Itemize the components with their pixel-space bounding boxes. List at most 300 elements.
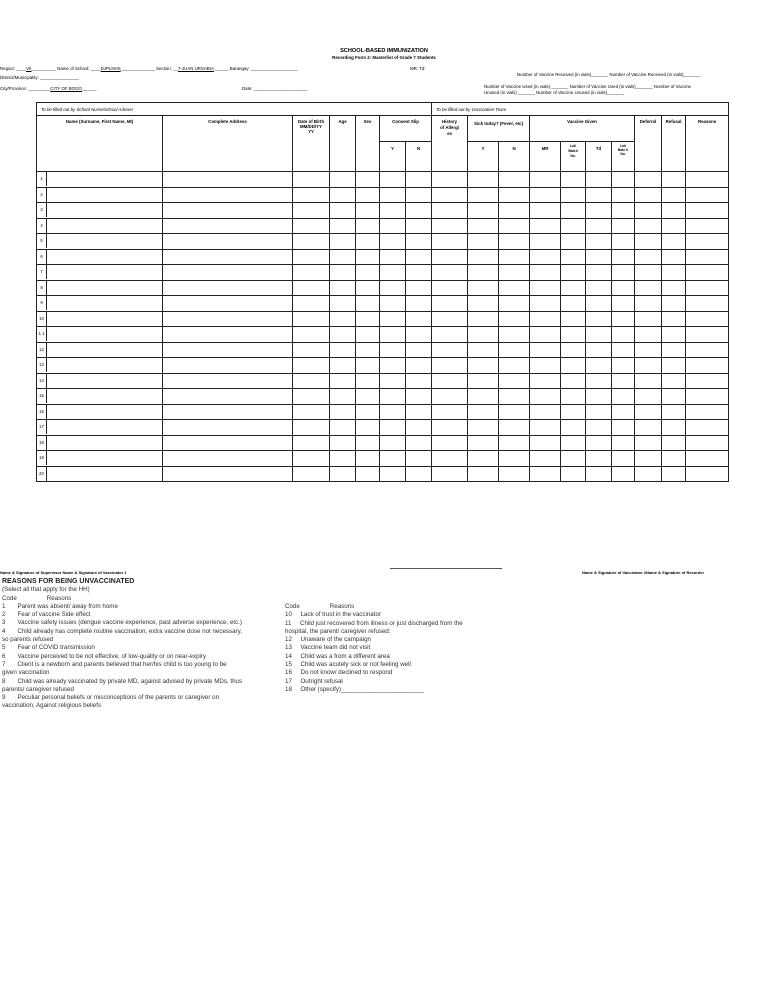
table-cell[interactable] — [586, 296, 612, 312]
table-cell[interactable] — [499, 342, 530, 358]
table-cell[interactable] — [662, 327, 686, 343]
table-cell[interactable] — [499, 311, 530, 327]
table-cell[interactable] — [356, 187, 380, 203]
table-cell[interactable] — [530, 342, 561, 358]
table-cell[interactable] — [330, 451, 356, 467]
table-cell[interactable] — [432, 296, 468, 312]
table-cell[interactable] — [530, 404, 561, 420]
table-cell[interactable] — [406, 373, 432, 389]
table-cell[interactable] — [561, 172, 586, 188]
table-cell[interactable] — [586, 172, 612, 188]
table-cell[interactable] — [163, 218, 293, 234]
table-cell[interactable] — [380, 466, 406, 482]
table-cell[interactable] — [293, 249, 330, 265]
table-cell[interactable] — [380, 234, 406, 250]
table-cell[interactable] — [356, 249, 380, 265]
table-cell[interactable] — [406, 296, 432, 312]
table-cell[interactable] — [530, 265, 561, 281]
table-cell[interactable] — [530, 373, 561, 389]
table-cell[interactable] — [561, 451, 586, 467]
cell-name[interactable] — [37, 327, 163, 343]
table-cell[interactable] — [293, 327, 330, 343]
table-cell[interactable] — [163, 172, 293, 188]
table-cell[interactable] — [635, 187, 662, 203]
table-cell[interactable] — [330, 342, 356, 358]
table-cell[interactable] — [586, 327, 612, 343]
table-cell[interactable] — [635, 389, 662, 405]
table-cell[interactable] — [468, 373, 499, 389]
table-cell[interactable] — [330, 265, 356, 281]
table-cell[interactable] — [432, 249, 468, 265]
table-cell[interactable] — [686, 187, 729, 203]
table-cell[interactable] — [499, 280, 530, 296]
table-cell[interactable] — [635, 280, 662, 296]
table-cell[interactable] — [163, 342, 293, 358]
table-cell[interactable] — [163, 265, 293, 281]
table-cell[interactable] — [561, 234, 586, 250]
table-cell[interactable] — [432, 466, 468, 482]
table-cell[interactable] — [499, 373, 530, 389]
table-cell[interactable] — [432, 203, 468, 219]
table-cell[interactable] — [406, 342, 432, 358]
table-cell[interactable] — [635, 296, 662, 312]
table-cell[interactable] — [468, 234, 499, 250]
table-cell[interactable] — [356, 420, 380, 436]
table-cell[interactable] — [561, 435, 586, 451]
table-cell[interactable] — [163, 389, 293, 405]
table-cell[interactable] — [499, 203, 530, 219]
table-cell[interactable] — [586, 311, 612, 327]
table-cell[interactable] — [330, 389, 356, 405]
table-cell[interactable] — [380, 404, 406, 420]
table-cell[interactable] — [635, 311, 662, 327]
table-cell[interactable] — [530, 172, 561, 188]
table-cell[interactable] — [356, 172, 380, 188]
table-cell[interactable] — [612, 373, 635, 389]
table-cell[interactable] — [356, 451, 380, 467]
table-cell[interactable] — [380, 451, 406, 467]
table-cell[interactable] — [163, 451, 293, 467]
table-cell[interactable] — [530, 358, 561, 374]
table-cell[interactable] — [356, 373, 380, 389]
table-cell[interactable] — [686, 296, 729, 312]
table-cell[interactable] — [635, 234, 662, 250]
table-cell[interactable] — [293, 404, 330, 420]
table-cell[interactable] — [499, 249, 530, 265]
table-cell[interactable] — [406, 172, 432, 188]
table-cell[interactable] — [330, 187, 356, 203]
table-cell[interactable] — [432, 311, 468, 327]
table-cell[interactable] — [561, 187, 586, 203]
table-cell[interactable] — [330, 404, 356, 420]
table-cell[interactable] — [330, 249, 356, 265]
table-cell[interactable] — [468, 172, 499, 188]
table-cell[interactable] — [380, 435, 406, 451]
table-cell[interactable] — [432, 404, 468, 420]
table-cell[interactable] — [499, 451, 530, 467]
cell-name[interactable] — [37, 265, 163, 281]
table-cell[interactable] — [635, 420, 662, 436]
table-cell[interactable] — [612, 404, 635, 420]
table-cell[interactable] — [530, 451, 561, 467]
table-cell[interactable] — [163, 327, 293, 343]
table-cell[interactable] — [380, 311, 406, 327]
table-cell[interactable] — [530, 234, 561, 250]
table-cell[interactable] — [380, 389, 406, 405]
table-cell[interactable] — [468, 420, 499, 436]
table-cell[interactable] — [662, 249, 686, 265]
table-cell[interactable] — [356, 389, 380, 405]
table-cell[interactable] — [293, 311, 330, 327]
table-cell[interactable] — [468, 451, 499, 467]
table-cell[interactable] — [356, 342, 380, 358]
table-cell[interactable] — [530, 203, 561, 219]
table-cell[interactable] — [499, 296, 530, 312]
table-cell[interactable] — [432, 451, 468, 467]
table-cell[interactable] — [356, 234, 380, 250]
table-cell[interactable] — [356, 435, 380, 451]
table-cell[interactable] — [468, 342, 499, 358]
table-cell[interactable] — [356, 203, 380, 219]
table-cell[interactable] — [635, 451, 662, 467]
table-cell[interactable] — [330, 327, 356, 343]
table-cell[interactable] — [380, 342, 406, 358]
table-cell[interactable] — [406, 249, 432, 265]
table-cell[interactable] — [686, 234, 729, 250]
table-cell[interactable] — [432, 218, 468, 234]
table-cell[interactable] — [686, 172, 729, 188]
table-cell[interactable] — [635, 218, 662, 234]
cell-name[interactable] — [37, 451, 163, 467]
table-cell[interactable] — [293, 280, 330, 296]
table-cell[interactable] — [586, 451, 612, 467]
table-cell[interactable] — [380, 172, 406, 188]
table-cell[interactable] — [356, 327, 380, 343]
table-cell[interactable] — [612, 311, 635, 327]
table-cell[interactable] — [293, 451, 330, 467]
table-cell[interactable] — [561, 420, 586, 436]
table-cell[interactable] — [330, 435, 356, 451]
table-cell[interactable] — [662, 187, 686, 203]
table-cell[interactable] — [406, 451, 432, 467]
table-cell[interactable] — [561, 203, 586, 219]
table-cell[interactable] — [561, 404, 586, 420]
table-cell[interactable] — [293, 234, 330, 250]
table-cell[interactable] — [330, 420, 356, 436]
table-cell[interactable] — [468, 311, 499, 327]
table-cell[interactable] — [499, 327, 530, 343]
table-cell[interactable] — [586, 420, 612, 436]
table-cell[interactable] — [686, 311, 729, 327]
table-cell[interactable] — [561, 249, 586, 265]
cell-name[interactable] — [37, 172, 163, 188]
table-cell[interactable] — [612, 358, 635, 374]
table-cell[interactable] — [561, 389, 586, 405]
table-cell[interactable] — [468, 466, 499, 482]
table-cell[interactable] — [561, 327, 586, 343]
table-cell[interactable] — [530, 280, 561, 296]
table-cell[interactable] — [293, 420, 330, 436]
table-cell[interactable] — [432, 172, 468, 188]
table-cell[interactable] — [293, 218, 330, 234]
table-cell[interactable] — [635, 327, 662, 343]
table-cell[interactable] — [499, 234, 530, 250]
table-cell[interactable] — [499, 404, 530, 420]
table-cell[interactable] — [406, 435, 432, 451]
table-cell[interactable] — [686, 404, 729, 420]
table-cell[interactable] — [612, 265, 635, 281]
table-cell[interactable] — [380, 265, 406, 281]
table-cell[interactable] — [635, 172, 662, 188]
table-cell[interactable] — [662, 172, 686, 188]
table-cell[interactable] — [686, 342, 729, 358]
table-cell[interactable] — [686, 280, 729, 296]
table-cell[interactable] — [530, 218, 561, 234]
table-cell[interactable] — [561, 373, 586, 389]
table-cell[interactable] — [163, 358, 293, 374]
table-cell[interactable] — [612, 172, 635, 188]
table-cell[interactable] — [586, 234, 612, 250]
table-cell[interactable] — [635, 404, 662, 420]
table-cell[interactable] — [468, 280, 499, 296]
table-cell[interactable] — [468, 404, 499, 420]
table-cell[interactable] — [662, 420, 686, 436]
table-cell[interactable] — [586, 249, 612, 265]
table-cell[interactable] — [635, 265, 662, 281]
table-cell[interactable] — [612, 389, 635, 405]
table-cell[interactable] — [635, 358, 662, 374]
table-cell[interactable] — [686, 373, 729, 389]
cell-name[interactable] — [37, 342, 163, 358]
table-cell[interactable] — [293, 172, 330, 188]
table-cell[interactable] — [356, 296, 380, 312]
table-cell[interactable] — [163, 249, 293, 265]
table-cell[interactable] — [586, 342, 612, 358]
table-cell[interactable] — [561, 280, 586, 296]
table-cell[interactable] — [380, 249, 406, 265]
table-cell[interactable] — [330, 373, 356, 389]
table-cell[interactable] — [686, 420, 729, 436]
table-cell[interactable] — [356, 265, 380, 281]
table-cell[interactable] — [406, 203, 432, 219]
table-cell[interactable] — [330, 466, 356, 482]
table-cell[interactable] — [586, 358, 612, 374]
table-cell[interactable] — [468, 358, 499, 374]
table-cell[interactable] — [356, 466, 380, 482]
cell-name[interactable] — [37, 296, 163, 312]
cell-name[interactable] — [37, 466, 163, 482]
table-cell[interactable] — [499, 435, 530, 451]
table-cell[interactable] — [635, 435, 662, 451]
table-cell[interactable] — [432, 435, 468, 451]
table-cell[interactable] — [612, 435, 635, 451]
table-cell[interactable] — [293, 358, 330, 374]
table-cell[interactable] — [293, 296, 330, 312]
table-cell[interactable] — [561, 311, 586, 327]
table-cell[interactable] — [406, 234, 432, 250]
table-cell[interactable] — [561, 466, 586, 482]
table-cell[interactable] — [530, 435, 561, 451]
table-cell[interactable] — [406, 404, 432, 420]
table-cell[interactable] — [586, 280, 612, 296]
table-cell[interactable] — [662, 203, 686, 219]
cell-name[interactable] — [37, 203, 163, 219]
table-cell[interactable] — [432, 342, 468, 358]
table-cell[interactable] — [163, 203, 293, 219]
table-cell[interactable] — [612, 187, 635, 203]
table-cell[interactable] — [468, 327, 499, 343]
table-cell[interactable] — [612, 296, 635, 312]
table-cell[interactable] — [380, 218, 406, 234]
cell-name[interactable] — [37, 389, 163, 405]
table-cell[interactable] — [432, 187, 468, 203]
table-cell[interactable] — [406, 389, 432, 405]
table-cell[interactable] — [432, 373, 468, 389]
table-cell[interactable] — [530, 327, 561, 343]
cell-name[interactable] — [37, 420, 163, 436]
table-cell[interactable] — [499, 358, 530, 374]
table-cell[interactable] — [406, 358, 432, 374]
table-cell[interactable] — [432, 280, 468, 296]
table-cell[interactable] — [163, 280, 293, 296]
table-cell[interactable] — [586, 466, 612, 482]
table-cell[interactable] — [530, 187, 561, 203]
table-cell[interactable] — [406, 327, 432, 343]
table-cell[interactable] — [662, 218, 686, 234]
table-cell[interactable] — [662, 466, 686, 482]
table-cell[interactable] — [686, 358, 729, 374]
table-cell[interactable] — [686, 451, 729, 467]
table-cell[interactable] — [635, 203, 662, 219]
table-cell[interactable] — [686, 218, 729, 234]
table-cell[interactable] — [612, 280, 635, 296]
table-cell[interactable] — [293, 342, 330, 358]
table-cell[interactable] — [499, 187, 530, 203]
table-cell[interactable] — [612, 342, 635, 358]
cell-name[interactable] — [37, 218, 163, 234]
table-cell[interactable] — [662, 373, 686, 389]
table-cell[interactable] — [530, 296, 561, 312]
table-cell[interactable] — [163, 296, 293, 312]
table-cell[interactable] — [635, 342, 662, 358]
cell-name[interactable] — [37, 404, 163, 420]
cell-name[interactable] — [37, 234, 163, 250]
table-cell[interactable] — [662, 296, 686, 312]
table-cell[interactable] — [330, 234, 356, 250]
table-cell[interactable] — [586, 203, 612, 219]
table-cell[interactable] — [530, 420, 561, 436]
table-cell[interactable] — [561, 296, 586, 312]
table-cell[interactable] — [380, 358, 406, 374]
table-cell[interactable] — [293, 389, 330, 405]
table-cell[interactable] — [662, 435, 686, 451]
table-cell[interactable] — [586, 435, 612, 451]
table-cell[interactable] — [356, 311, 380, 327]
table-cell[interactable] — [586, 265, 612, 281]
cell-name[interactable] — [37, 280, 163, 296]
table-cell[interactable] — [530, 311, 561, 327]
table-cell[interactable] — [686, 249, 729, 265]
table-cell[interactable] — [686, 389, 729, 405]
table-cell[interactable] — [662, 311, 686, 327]
table-cell[interactable] — [330, 203, 356, 219]
table-cell[interactable] — [662, 234, 686, 250]
table-cell[interactable] — [380, 280, 406, 296]
table-cell[interactable] — [380, 187, 406, 203]
table-cell[interactable] — [406, 420, 432, 436]
table-cell[interactable] — [380, 296, 406, 312]
table-cell[interactable] — [561, 342, 586, 358]
table-cell[interactable] — [406, 311, 432, 327]
cell-name[interactable] — [37, 435, 163, 451]
table-cell[interactable] — [163, 404, 293, 420]
cell-name[interactable] — [37, 187, 163, 203]
table-cell[interactable] — [406, 280, 432, 296]
table-cell[interactable] — [686, 327, 729, 343]
table-cell[interactable] — [356, 404, 380, 420]
table-cell[interactable] — [468, 389, 499, 405]
table-cell[interactable] — [406, 218, 432, 234]
table-cell[interactable] — [635, 373, 662, 389]
table-cell[interactable] — [293, 435, 330, 451]
table-cell[interactable] — [499, 218, 530, 234]
table-cell[interactable] — [530, 249, 561, 265]
table-cell[interactable] — [432, 420, 468, 436]
table-cell[interactable] — [163, 187, 293, 203]
table-cell[interactable] — [330, 296, 356, 312]
table-cell[interactable] — [330, 218, 356, 234]
table-cell[interactable] — [499, 265, 530, 281]
table-cell[interactable] — [163, 311, 293, 327]
table-cell[interactable] — [468, 435, 499, 451]
table-cell[interactable] — [380, 327, 406, 343]
table-cell[interactable] — [612, 234, 635, 250]
table-cell[interactable] — [293, 466, 330, 482]
table-cell[interactable] — [635, 249, 662, 265]
table-cell[interactable] — [406, 265, 432, 281]
table-cell[interactable] — [163, 420, 293, 436]
table-cell[interactable] — [499, 420, 530, 436]
table-cell[interactable] — [432, 234, 468, 250]
table-cell[interactable] — [499, 172, 530, 188]
table-cell[interactable] — [356, 358, 380, 374]
table-cell[interactable] — [662, 358, 686, 374]
table-cell[interactable] — [612, 218, 635, 234]
table-cell[interactable] — [380, 203, 406, 219]
table-cell[interactable] — [499, 389, 530, 405]
table-cell[interactable] — [432, 327, 468, 343]
table-cell[interactable] — [561, 218, 586, 234]
table-cell[interactable] — [432, 265, 468, 281]
table-cell[interactable] — [293, 187, 330, 203]
table-cell[interactable] — [330, 280, 356, 296]
cell-name[interactable] — [37, 311, 163, 327]
table-cell[interactable] — [662, 451, 686, 467]
table-cell[interactable] — [293, 265, 330, 281]
table-cell[interactable] — [586, 187, 612, 203]
table-cell[interactable] — [468, 203, 499, 219]
table-cell[interactable] — [330, 358, 356, 374]
table-cell[interactable] — [586, 389, 612, 405]
table-cell[interactable] — [686, 265, 729, 281]
table-cell[interactable] — [163, 234, 293, 250]
table-cell[interactable] — [330, 311, 356, 327]
table-cell[interactable] — [406, 466, 432, 482]
table-cell[interactable] — [561, 265, 586, 281]
table-cell[interactable] — [163, 373, 293, 389]
table-cell[interactable] — [662, 342, 686, 358]
table-cell[interactable] — [356, 218, 380, 234]
